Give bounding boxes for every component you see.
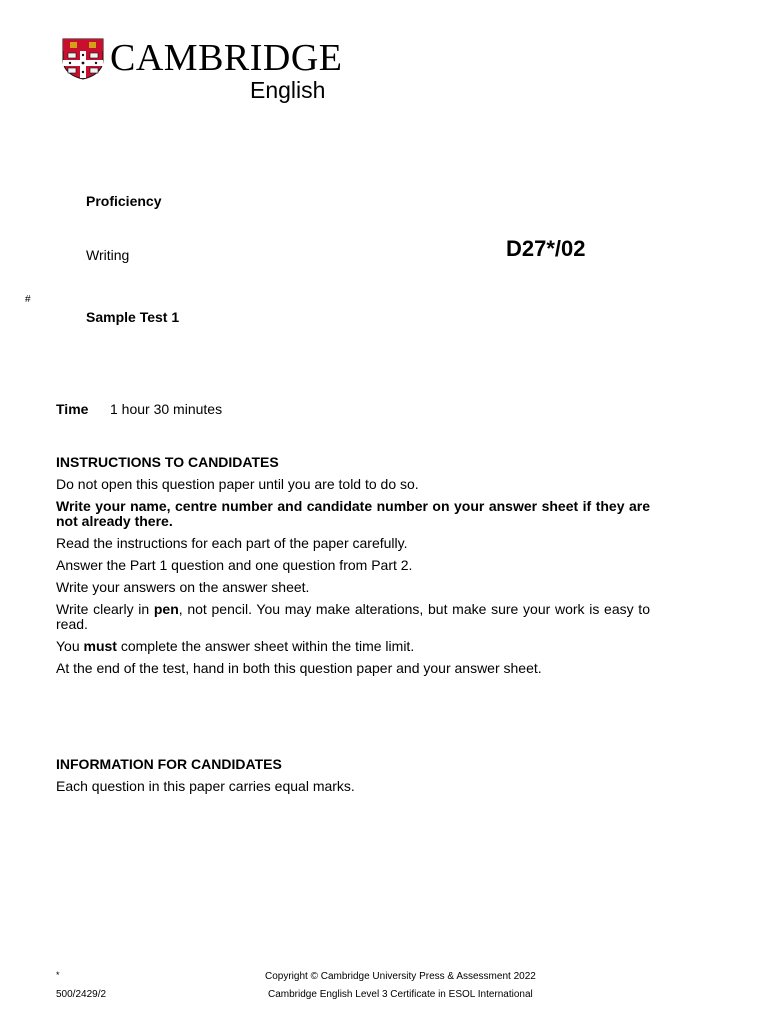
- instruction-text: , not pencil. You may make alterations, but make sure your work is easy to read.: [56, 601, 650, 632]
- time-label: Time: [56, 401, 89, 417]
- cambridge-shield-logo-icon: [62, 38, 104, 80]
- time-value: 1 hour 30 minutes: [110, 401, 223, 417]
- margin-mark: #: [25, 294, 31, 305]
- information-line: Each question in this paper carries equal marks.: [56, 778, 355, 794]
- instruction-line: Write your answers on the answer sheet.: [56, 579, 310, 595]
- instruction-line: [56, 639, 650, 654]
- instruction-line: Answer the Part 1 question and one question from Part 2.: [56, 557, 413, 573]
- paper-code: D27*/02: [506, 236, 586, 261]
- instruction-line: Read the instructions for each part of the paper carefully.: [56, 535, 408, 551]
- instruction-line-bold: Write your name, centre number and candidate number on your answer sheet if they are not already there.: [56, 498, 650, 529]
- instruction-text: You: [56, 638, 84, 654]
- instructions-heading: INSTRUCTIONS TO CANDIDATES: [56, 454, 279, 470]
- test-name: Sample Test 1: [86, 309, 180, 325]
- footer-copyright: Copyright © Cambridge University Press & Assessment 2022: [265, 971, 536, 982]
- exam-level: Proficiency: [86, 193, 162, 209]
- information-heading: INFORMATION FOR CANDIDATES: [56, 756, 282, 772]
- information-section: [56, 756, 650, 801]
- instruction-text: complete the answer sheet within the time limit.: [116, 638, 415, 654]
- instruction-line: At the end of the test, hand in both this question paper and your answer sheet.: [56, 660, 542, 676]
- instruction-line: [56, 499, 650, 529]
- instruction-emphasis: must: [83, 638, 117, 654]
- footer-certificate: Cambridge English Level 3 Certificate in ESOL International: [268, 989, 533, 1000]
- instruction-emphasis: pen: [153, 601, 179, 617]
- instruction-line: [56, 602, 650, 632]
- exam-subject: Writing: [86, 247, 130, 263]
- logo-subtitle: English: [250, 77, 326, 103]
- footer-code: 500/2429/2: [56, 989, 107, 1000]
- instructions-section: [56, 454, 650, 683]
- instruction-line: Do not open this question paper until you are told to do so.: [56, 476, 419, 492]
- logo-wordmark: CAMBRIDGE: [110, 37, 343, 79]
- instruction-text: Write clearly in: [56, 601, 154, 617]
- footer-star: *: [56, 970, 60, 980]
